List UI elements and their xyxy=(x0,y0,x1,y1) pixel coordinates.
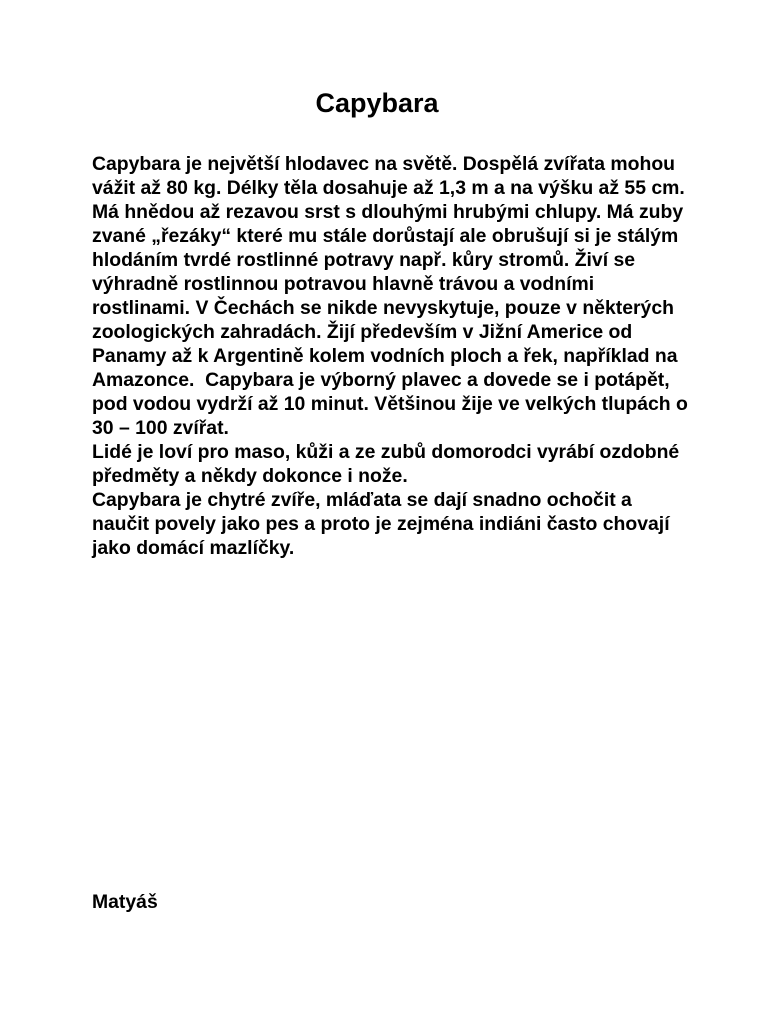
paragraph: Capybara je největší hlodavec na světě. Dospělá zvířata mohou vážit až 80 kg. Délky těla dosahuje až 1,3 m a na výšku až 55 cm. Má hnědou až rezavou srst s dlouhými hrubými chlupy. Má zuby zvané „řezáky“ které mu stále dorůstají ale obrušují si je stálým hlodáním tvrdé rostlinné potravy např. kůry stromů. Živí se výhradně rostlinnou potravou hlavně trávou a vodními rostlinami. V Čechách se nikde nevyskytuje, pouze v některých zoologických zahradách. Žijí především v Jižní Americe od Panamy až k Argentině kolem vodních ploch a řek, například na Amazonce. Capybara je výborný plavec a dovede se i potápět, pod vodou vydrží až 10 minut. Většinou žije ve velkých tlupách o 30 – 100 zvířat. xyxy=(92,153,694,439)
document-body xyxy=(92,152,692,560)
paragraph: Lidé je loví pro maso, kůži a ze zubů domorodci vyrábí ozdobné předměty a někdy dokonce i nože. xyxy=(92,441,685,487)
author-name: Matyáš xyxy=(92,891,158,913)
paragraph: Capybara je chytré zvíře, mláďata se dají snadno ochočit a naučit povely jako pes a proto je zejména indiáni často chovají jako domácí mazlíčky. xyxy=(92,489,675,559)
document-title: Capybara xyxy=(315,88,439,118)
